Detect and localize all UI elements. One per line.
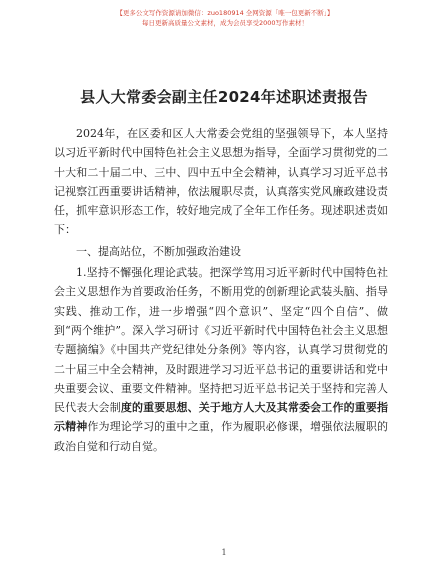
paragraph-1: [54, 263, 388, 456]
promo-banner-line-1: 【更多公文写作资源请加微信：zuo180914 全网资源「唯一包更新不断」】: [116, 9, 334, 17]
promo-banner: [30, 8, 420, 28]
paragraph-1-tail-text: 作为理论学习的重中之重，作为履职必修课，增强依法履职的政治自觉和行动自觉。: [54, 420, 389, 453]
section-heading-1: 一、提高站位，不断加强政治建设: [76, 244, 241, 258]
intro-paragraph: 2024年，在区委和区人大常委会党组的坚强领导下，本人坚持以习近平新时代中国特色社会主义思想为指导，全面学习贯彻党的二十大和二十届二中、三中、四中五中全会精神，认真学习习近平总书记视察江西重要讲话精神，依法履职尽责，认真落实党风廉政建设责任，抓牢意识形态工作，较好地完成了全年工作任务。现述职述责如下：: [54, 127, 388, 237]
document-title: 县人大常委会副主任2024年述职述责报告: [80, 88, 368, 106]
paragraph-1-bold-text: 度的重要思想、关于地方人大及其常委会工作的重要指示精神: [54, 401, 388, 434]
document-body: [54, 124, 388, 456]
page-number: 1: [221, 548, 227, 557]
paragraph-1-text: 1.坚持不懈强化理论武装。把深学笃用习近平新时代中国特色社会主义思想作为首要政治任务，不断用党的创新理论武装头脑、指导实践、推动工作，进一步增强“四个意识”、坚定“四个自信”、做到“两个维护”。深入学习研讨《习近平新时代中国特色社会主义思想专题摘编》《中国共产党纪律处分条例》等内容，认真学习贯彻党的二十届三中全会精神，及时跟进学习习近平总书记的重要讲话和党中央重要会议、重要文件精神。坚持把习近平总书记关于坚持和完善人民代表大会制: [54, 266, 388, 415]
promo-banner-line-2: 每日更新高质量公文素材，成为会员享受2000写作素材！: [141, 19, 309, 27]
